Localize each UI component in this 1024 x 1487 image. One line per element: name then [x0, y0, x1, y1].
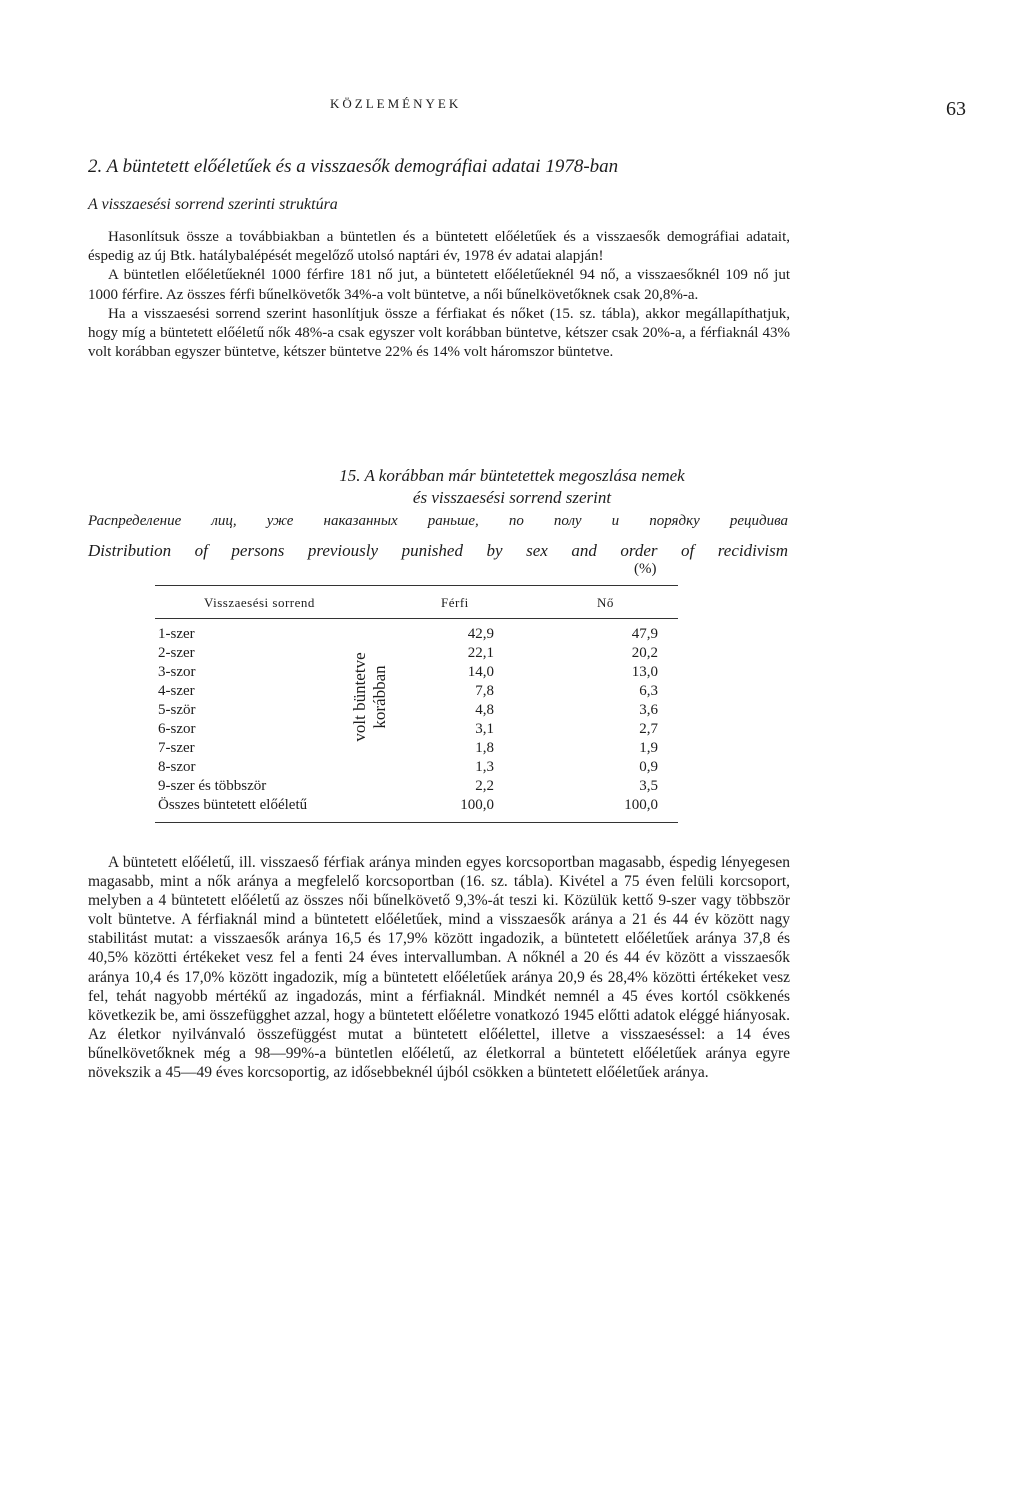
paragraph: A büntetett előéletű, ill. visszaeső férfiak aránya minden egyes korcsoportban magasabb, éspedig lényegesen magasabb, mint a nők aránya a megfelelő korcsoportban (16. sz. tábla). Kivétel a 75 éven felüli korcsoport, melyben a 4 büntetett előéletű az összes női bűnelkövető 9,3%-át teszi ki. Közülük kettő 9-szer vagy többször volt büntetve. A férfiaknál mind a büntetett előéletűek, mind a visszaesők aránya a 21 és 44 év között nagy stabilitást mutat: a visszaesők aránya 16,5 és 17,9% között ingadozik, a büntetett előéletűek aránya 37,8 és 40,5% közötti értékeket vesz fel a fenti 24 éves intervallumban. A nőknél a 20 és 44 év között a visszaesők aránya 10,4 és 17,0% között ingadozik, míg a büntetett előéletűek aránya 20,9 és 28,4% közötti értékeket vesz fel, tehát nagyobb mértékű az ingadozás, mint a férfiaknál. Mindkét nemnél a 45 éves kortól csökkenés következik be, ami összefügghet azzal, hogy a büntetett előéletre vonatkozó 1945 előtti adatok eléggé hiányosak. Az életkor nyilvánvaló összefüggést mutat a büntetett előélettel, illetve a visszaeséssel: a 14 éves bűnelkövetőknek még a 98—99%-a büntetlen előéletű, az életkorral a büntetett előéletűek aránya egyre növekszik a 45—49 éves korcsoportig, az idősebbeknél újból csökken a büntetett előéletűek aránya.	[88, 854, 790, 1082]
row-label: 2-szer	[158, 645, 195, 661]
table-unit-label: (%)	[634, 561, 657, 577]
body-text	[88, 853, 790, 1082]
paragraph: A büntetlen előéletűeknél 1000 férfire 181 nő jut, a büntetett előéletűeknél 94 nő, a visszaesőknél 109 nő jut 1000 férfire. Az összes férfi bűnelkövetők 34%-a volt büntetve, a női bűnelkövetőknek csak 20,8%-a.	[88, 267, 790, 303]
table-caption-english: Distribution of persons previously punished by sex and order of recidivism	[88, 541, 788, 560]
column-header-ferfi: Férfi	[441, 595, 469, 610]
cell-no: 47,9	[631, 626, 658, 642]
row-label: 7-szer	[158, 740, 195, 756]
running-head: KÖZLEMÉNYEK	[330, 96, 462, 111]
intro-text	[88, 228, 790, 362]
table-caption-line: és visszaesési sorrend szerint	[412, 488, 612, 507]
row-label: 4-szer	[158, 683, 195, 699]
table-caption-line: 15. A korábban már büntetettek megoszlása nemek	[339, 466, 685, 485]
paragraph: Hasonlítsuk össze a továbbiakban a büntetlen és a büntetett előéletűek és a visszaesők demográfiai adatait, éspedig az új Btk. hatálybalépését megelőző utolsó naptári év, 1978 év adatai alapján!	[88, 229, 790, 265]
cell-ferfi: 100,0	[460, 797, 494, 813]
paragraph: Ha a visszaesési sorrend szerint hasonlítjuk össze a férfiakat és nőket (15. sz. tábla), akkor megállapíthatjuk, hogy míg a büntetett előéletű nők 48%-a csak egyszer volt korábban büntetve, kétszer csak 20%-a, a férfiaknál 43% volt korábban egyszer büntetve, kétszer büntetve 22% és 14% volt háromszor büntetve.	[88, 305, 790, 361]
table-row	[0, 740, 1024, 759]
table-row	[0, 778, 1024, 797]
cell-ferfi: 3,1	[475, 721, 494, 737]
cell-no: 0,9	[639, 759, 658, 775]
table-row	[0, 759, 1024, 778]
vertical-label-volt-buntetve: volt büntetve	[350, 652, 369, 742]
row-label: 6-szor	[158, 721, 196, 737]
cell-ferfi: 42,9	[467, 626, 494, 642]
row-label: 9-szer és többször	[158, 778, 267, 794]
table-caption-russian: Распределение лиц, уже наказанных раньше, по полу и порядку рецидива	[88, 513, 788, 529]
cell-no: 3,6	[639, 702, 658, 718]
table-row	[0, 645, 1024, 664]
cell-ferfi: 14,0	[467, 664, 494, 680]
column-header-order: Visszaesési sorrend	[204, 595, 315, 610]
vertical-label-korabban: korábban	[370, 665, 389, 729]
table-row	[0, 683, 1024, 702]
cell-no: 3,5	[639, 778, 658, 794]
subsection-title: A visszaesési sorrend szerinti struktúra	[88, 196, 338, 213]
cell-ferfi: 7,8	[475, 683, 494, 699]
row-label: Összes büntetett előéletű	[158, 797, 308, 813]
table-row-total	[0, 797, 1024, 816]
cell-ferfi: 1,3	[475, 759, 494, 775]
row-label: 1-szer	[158, 626, 195, 642]
cell-ferfi: 4,8	[475, 702, 494, 718]
table-row	[0, 664, 1024, 683]
cell-no: 20,2	[631, 645, 658, 661]
cell-ferfi: 1,8	[475, 740, 494, 756]
cell-no: 1,9	[639, 740, 658, 756]
table-row	[0, 702, 1024, 721]
table-caption	[0, 465, 1024, 509]
row-label: 8-szor	[158, 759, 196, 775]
cell-no: 13,0	[631, 664, 658, 680]
cell-no: 100,0	[624, 797, 658, 813]
cell-ferfi: 2,2	[475, 778, 494, 794]
section-title: 2. A büntetett előéletűek és a visszaesők demográfiai adatai 1978-ban	[88, 156, 619, 177]
table-bottom-rule	[155, 822, 678, 823]
cell-no: 2,7	[639, 721, 658, 737]
row-label: 3-szor	[158, 664, 196, 680]
cell-ferfi: 22,1	[467, 645, 494, 661]
table-row	[0, 626, 1024, 645]
table-header-rule	[155, 618, 678, 619]
page-number: 63	[946, 98, 966, 120]
cell-no: 6,3	[639, 683, 658, 699]
table-top-rule	[155, 585, 678, 586]
table-row	[0, 721, 1024, 740]
row-label: 5-ször	[158, 702, 196, 718]
column-header-no: Nő	[597, 595, 614, 610]
